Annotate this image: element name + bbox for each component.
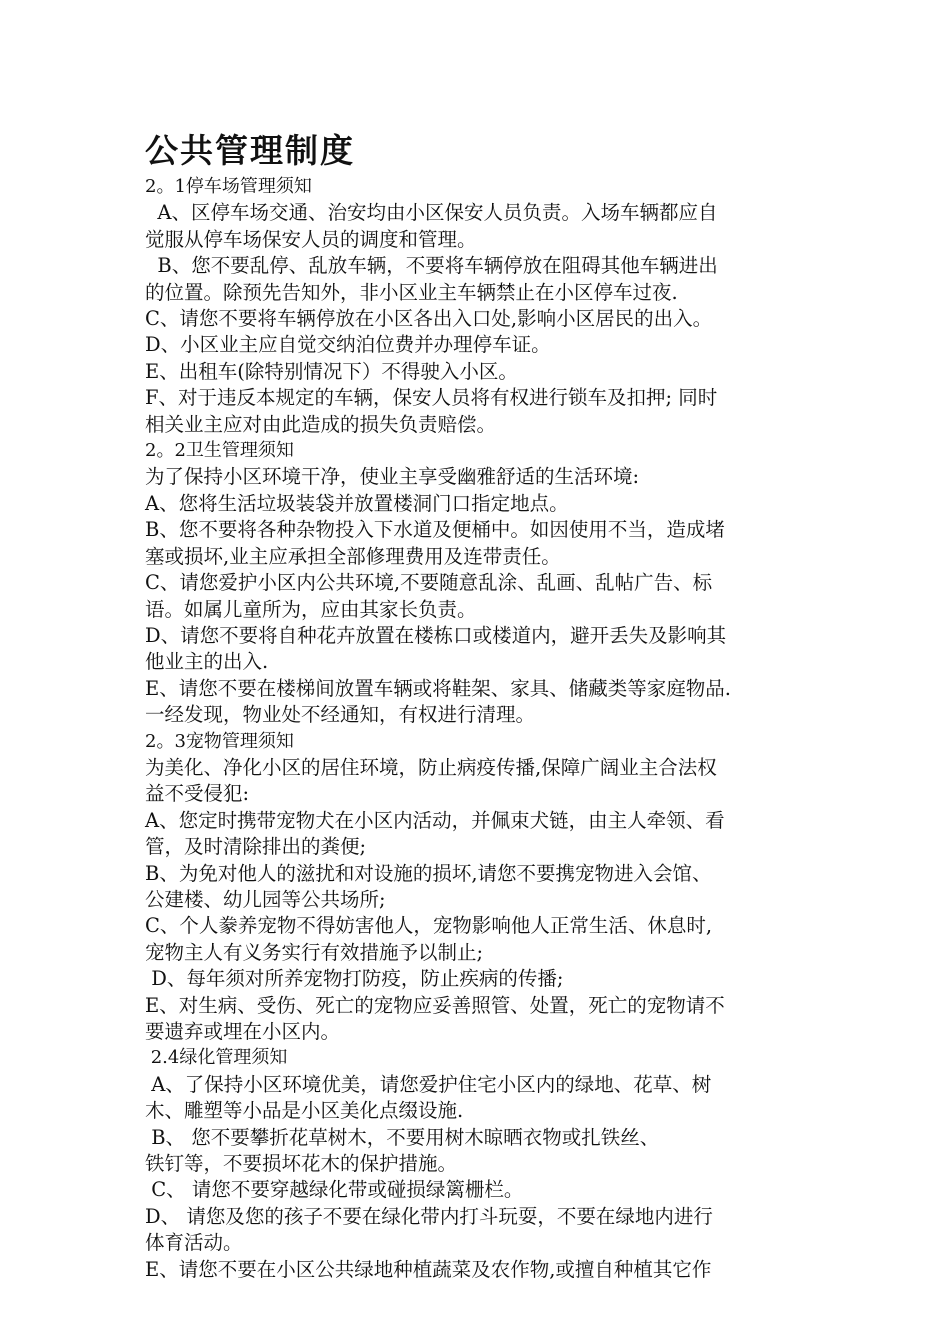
- text-line: 木、雕塑等小品是小区美化点缀设施.: [145, 1099, 464, 1123]
- text-line: 体育活动。: [145, 1231, 243, 1255]
- section-heading: 2。3宠物管理须知: [145, 730, 294, 752]
- text-line: A、区停车场交通、治安均由小区保安人员负责。入场车辆都应自: [145, 201, 718, 225]
- text-line: D、 请您及您的孩子不要在绿化带内打斗玩耍，不要在绿地内进行: [145, 1204, 713, 1228]
- text-line: E、对生病、受伤、死亡的宠物应妥善照管、处置，死亡的宠物请不: [145, 993, 725, 1017]
- text-line: A、了保持小区环境优美，请您爱护住宅小区内的绿地、花草、树: [145, 1072, 712, 1096]
- text-line: 相关业主应对由此造成的损失负责赔偿。: [145, 412, 497, 436]
- text-line: 塞或损坏,业主应承担全部修理费用及连带责任。: [145, 544, 561, 568]
- text-line: C、 请您不要穿越绿化带或碰损绿篱栅栏。: [145, 1178, 524, 1202]
- text-line: 铁钉等，不要损坏花木的保护措施。: [145, 1152, 458, 1176]
- text-line: 的位置。除预先告知外，非小区业主车辆禁止在小区停车过夜.: [145, 280, 678, 304]
- document-body: [145, 174, 810, 1283]
- text-line: E、请您不要在小区公共绿地种植蔬菜及农作物,或擅自种植其它作: [145, 1257, 712, 1281]
- text-line: 宠物主人有义务实行有效措施予以制止;: [145, 940, 484, 964]
- text-line: E、出租车(除特别情况下）不得驶入小区。: [145, 359, 518, 383]
- text-line: B、您不要将各种杂物投入下水道及便桶中。如因使用不当，造成堵: [145, 518, 725, 542]
- text-line: F、对于违反本规定的车辆，保安人员将有权进行锁车及扣押; 同时: [145, 386, 718, 410]
- text-line: 一经发现，物业处不经通知，有权进行清理。: [145, 703, 536, 727]
- text-line: 管，及时清除排出的粪便;: [145, 835, 367, 859]
- text-line: 他业主的出入.: [145, 650, 269, 674]
- text-line: 公建楼、幼儿园等公共场所;: [145, 887, 386, 911]
- text-line: 觉服从停车场保安人员的调度和管理。: [145, 227, 477, 251]
- text-line: D、小区业主应自觉交纳泊位费并办理停车证。: [145, 333, 551, 357]
- text-line: B、 您不要攀折花草树木，不要用树木晾晒衣物或扎铁丝、: [145, 1125, 660, 1149]
- section-heading: 2。2卫生管理须知: [145, 440, 294, 462]
- text-line: B、为免对他人的滋扰和对设施的损坏,请您不要携宠物进入会馆、: [145, 861, 712, 885]
- text-line: B、您不要乱停、乱放车辆，不要将车辆停放在阻碍其他车辆进出: [145, 254, 718, 278]
- section-heading: 2。1停车场管理须知: [145, 176, 312, 197]
- text-line: A、您定时携带宠物犬在小区内活动，并佩束犬链，由主人牵领、看: [145, 808, 725, 832]
- text-line: 要遗弃或埋在小区内。: [145, 1020, 341, 1043]
- text-line: C、请您爱护小区内公共环境,不要随意乱涂、乱画、乱帖广告、标: [145, 571, 713, 595]
- text-line: D、请您不要将自种花卉放置在楼栋口或楼道内，避开丢失及影响其: [145, 623, 727, 647]
- text-line: 益不受侵犯:: [145, 782, 250, 806]
- text-line: C、个人豢养宠物不得妨害他人，宠物影响他人正常生活、休息时,: [145, 914, 713, 938]
- text-line: E、请您不要在楼梯间放置车辆或将鞋架、家具、储藏类等家庭物品.: [145, 676, 731, 700]
- page-title: 公共管理制度: [145, 131, 355, 170]
- text-line: D、每年须对所养宠物打防疫，防止疾病的传播;: [145, 967, 564, 991]
- text-line: C、请您不要将车辆停放在小区各出入口处,影响小区居民的出入。: [145, 307, 713, 331]
- text-line: 为美化、净化小区的居住环境，防止病疫传播,保障广阔业主合法权: [145, 755, 717, 779]
- text-line: 语。如属儿童所为，应由其家长负责。: [145, 597, 477, 621]
- text-line: A、您将生活垃圾装袋并放置楼洞门口指定地点。: [145, 491, 569, 515]
- section-heading: 2.4绿化管理须知: [145, 1047, 288, 1069]
- text-line: 为了保持小区环境干净，使业主享受幽雅舒适的生活环境:: [145, 465, 640, 489]
